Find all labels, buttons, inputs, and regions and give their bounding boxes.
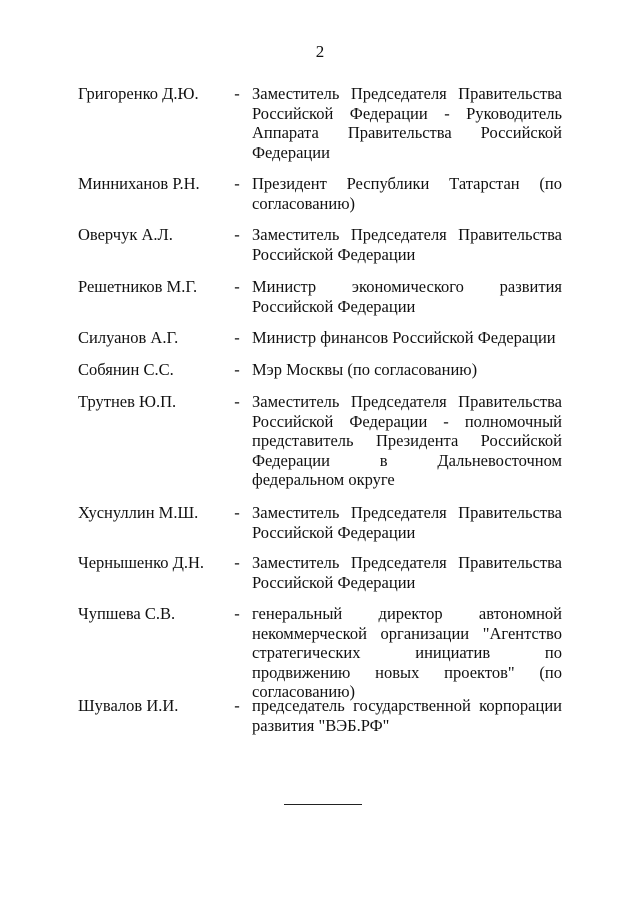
member-dash: -: [234, 604, 240, 623]
member-role: генеральный директор автономной некоммерческой организации "Агентство стратегических инициатив по продвижению новых проектов" (по согласованию): [252, 604, 562, 701]
closing-divider: [284, 804, 362, 805]
page-number: 2: [315, 42, 325, 61]
member-role: Заместитель Председателя Правительства Российской Федерации: [252, 553, 562, 592]
member-dash: -: [234, 277, 240, 296]
member-name: Оверчук А.Л.: [78, 225, 173, 244]
member-name: Силуанов А.Г.: [78, 328, 179, 347]
member-name: Чупшева С.В.: [78, 604, 176, 623]
member-role: председатель государственной корпорации развития "ВЭБ.РФ": [252, 696, 562, 735]
member-role: Мэр Москвы (по согласованию): [252, 360, 478, 379]
member-role: Заместитель Председателя Правительства Российской Федерации - полномочный представитель Президента Российской Федерации в Дальневосточном федеральном округе: [252, 392, 562, 489]
member-dash: -: [234, 392, 240, 411]
member-name: Чернышенко Д.Н.: [78, 553, 205, 572]
member-dash: -: [234, 174, 240, 193]
member-name: Минниханов Р.Н.: [78, 174, 200, 193]
member-role: Министр экономического развития Российской Федерации: [252, 277, 562, 316]
member-role: Заместитель Председателя Правительства Российской Федерации: [252, 503, 562, 542]
member-name: Хуснуллин М.Ш.: [78, 503, 199, 522]
member-role: Заместитель Председателя Правительства Российской Федерации: [252, 225, 562, 264]
member-role: Заместитель Председателя Правительства Российской Федерации - Руководитель Аппарата Правительства Российской Федерации: [252, 84, 562, 162]
member-dash: -: [234, 360, 240, 379]
member-dash: -: [234, 503, 240, 522]
member-dash: -: [234, 553, 240, 572]
member-name: Шувалов И.И.: [78, 696, 179, 715]
member-role: Президент Республики Татарстан (по согласованию): [252, 174, 562, 213]
member-dash: -: [234, 225, 240, 244]
member-dash: -: [234, 696, 240, 715]
member-name: Трутнев Ю.П.: [78, 392, 177, 411]
member-dash: -: [234, 84, 240, 103]
member-name: Григоренко Д.Ю.: [78, 84, 199, 103]
member-name: Собянин С.С.: [78, 360, 174, 379]
member-role: Министр финансов Российской Федерации: [252, 328, 556, 347]
member-dash: -: [234, 328, 240, 347]
member-name: Решетников М.Г.: [78, 277, 198, 296]
